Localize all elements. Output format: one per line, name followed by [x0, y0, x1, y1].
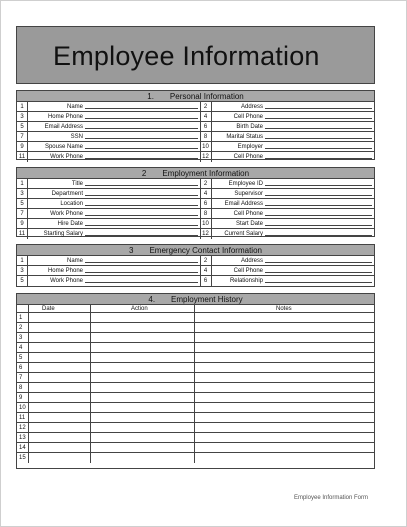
- section-title: Employment Information: [162, 169, 250, 178]
- table-row: [17, 333, 374, 343]
- history-cell-action[interactable]: [91, 333, 194, 342]
- history-cell-action[interactable]: [91, 423, 194, 432]
- field-number: 9: [17, 219, 28, 228]
- row-number: 8: [19, 385, 23, 391]
- history-cell-date[interactable]: [29, 363, 90, 372]
- field-label: Email Address: [44, 124, 83, 130]
- field-number: 3: [17, 189, 28, 198]
- field-label: Title: [71, 181, 83, 187]
- table-row: [17, 443, 374, 453]
- field-label: SSN: [70, 134, 83, 140]
- history-cell-notes[interactable]: [195, 383, 374, 392]
- history-cell-date[interactable]: [29, 313, 90, 322]
- page-title: Employee Information: [53, 41, 320, 71]
- column-header-date: Date: [42, 306, 55, 312]
- table-row: [17, 433, 374, 443]
- field-number: 2: [200, 179, 212, 188]
- section-employment-header: [16, 167, 375, 179]
- field-label: Starting Salary: [43, 231, 83, 237]
- history-cell-action[interactable]: [91, 403, 194, 412]
- field-input-line[interactable]: [85, 118, 198, 119]
- field-number: 6: [200, 122, 212, 131]
- history-cell-date[interactable]: [29, 433, 90, 442]
- history-cell-action[interactable]: [91, 323, 194, 332]
- field-input-line[interactable]: [265, 118, 372, 119]
- form-row: [17, 199, 374, 209]
- field-input-line[interactable]: [265, 262, 372, 263]
- field-input-line[interactable]: [265, 225, 372, 226]
- history-cell-notes[interactable]: [195, 313, 374, 322]
- section-personal-header: [16, 90, 375, 102]
- history-cell-notes[interactable]: [195, 363, 374, 372]
- personal-info-grid: [16, 102, 375, 160]
- field-label: Birth Date: [236, 124, 263, 130]
- field-number: 4: [200, 189, 212, 198]
- history-cell-date[interactable]: [29, 423, 90, 432]
- column-header-notes: Notes: [276, 306, 292, 312]
- row-number: 11: [19, 415, 26, 421]
- field-input-line[interactable]: [265, 108, 372, 109]
- field-label: Cell Phone: [233, 211, 263, 217]
- field-input-line[interactable]: [265, 205, 372, 206]
- form-row: [17, 179, 374, 189]
- field-input-line[interactable]: [265, 128, 372, 129]
- row-number: 5: [19, 355, 23, 361]
- field-input-line[interactable]: [85, 215, 198, 216]
- form-row: [17, 189, 374, 199]
- history-cell-date[interactable]: [29, 393, 90, 402]
- history-cell-notes[interactable]: [195, 443, 374, 452]
- history-cell-notes[interactable]: [195, 413, 374, 422]
- history-cell-date[interactable]: [29, 353, 90, 362]
- field-number: 9: [17, 142, 28, 151]
- field-label: Marital Status: [226, 134, 263, 140]
- field-label: Home Phone: [47, 268, 83, 274]
- form-row: [17, 102, 374, 112]
- section-title: Employment History: [171, 295, 243, 304]
- history-cell-date[interactable]: [29, 383, 90, 392]
- history-cell-action[interactable]: [91, 413, 194, 422]
- form-row: [17, 132, 374, 142]
- field-number: 10: [200, 219, 212, 228]
- row-number: 6: [19, 365, 23, 371]
- row-number: 15: [19, 455, 26, 461]
- history-cell-action[interactable]: [91, 383, 194, 392]
- field-number: 6: [200, 276, 212, 286]
- history-cell-notes[interactable]: [195, 343, 374, 352]
- field-label: Cell Phone: [233, 268, 263, 274]
- table-row: [17, 393, 374, 403]
- field-input-line[interactable]: [85, 262, 198, 263]
- field-number: 12: [200, 152, 212, 162]
- field-input-line[interactable]: [85, 148, 198, 149]
- form-row: [17, 152, 374, 162]
- row-number: 13: [19, 435, 26, 441]
- field-input-line[interactable]: [265, 235, 372, 236]
- table-row: [17, 373, 374, 383]
- field-number: 4: [200, 112, 212, 121]
- field-input-line[interactable]: [85, 185, 198, 186]
- field-input-line[interactable]: [265, 138, 372, 139]
- history-cell-action[interactable]: [91, 313, 194, 322]
- history-cell-notes[interactable]: [195, 423, 374, 432]
- history-cell-action[interactable]: [91, 343, 194, 352]
- table-row: [17, 363, 374, 373]
- field-label: Start Date: [235, 221, 263, 227]
- field-label: Address: [240, 104, 263, 110]
- field-number: 12: [200, 229, 212, 239]
- row-number: 12: [19, 425, 26, 431]
- field-input-line[interactable]: [265, 215, 372, 216]
- form-row: [17, 266, 374, 276]
- section-emergency-header: [16, 244, 375, 256]
- field-label: Work Phone: [50, 211, 83, 217]
- history-cell-notes[interactable]: [195, 323, 374, 332]
- field-input-line[interactable]: [265, 158, 372, 159]
- row-number: 9: [19, 395, 23, 401]
- field-number: 2: [200, 102, 212, 111]
- history-cell-notes[interactable]: [195, 403, 374, 412]
- row-number: 10: [19, 405, 26, 411]
- history-cell-date[interactable]: [29, 323, 90, 332]
- form-row: [17, 229, 374, 239]
- field-number: 2: [200, 256, 212, 265]
- table-row: [17, 383, 374, 393]
- field-number: 1: [17, 102, 28, 111]
- table-row: [17, 453, 374, 463]
- history-cell-action[interactable]: [91, 353, 194, 362]
- field-input-line[interactable]: [85, 195, 198, 196]
- row-number: 1: [19, 315, 23, 321]
- field-input-line[interactable]: [85, 138, 198, 139]
- field-input-line[interactable]: [265, 272, 372, 273]
- field-number: 8: [200, 209, 212, 218]
- field-label: Department: [51, 191, 83, 197]
- section-history-header: [16, 293, 375, 305]
- field-label: Spouse Name: [44, 144, 83, 150]
- field-label: Supervisor: [234, 191, 263, 197]
- field-number: 1: [17, 179, 28, 188]
- field-label: Location: [60, 201, 83, 207]
- history-cell-notes[interactable]: [195, 333, 374, 342]
- field-number: 4: [200, 266, 212, 275]
- field-input-line[interactable]: [85, 205, 198, 206]
- table-row: [17, 313, 374, 323]
- field-number: 3: [17, 112, 28, 121]
- form-row: [17, 209, 374, 219]
- field-label: Work Phone: [50, 278, 83, 284]
- field-number: 8: [200, 132, 212, 141]
- history-cell-date[interactable]: [29, 333, 90, 342]
- field-input-line[interactable]: [85, 235, 198, 236]
- employment-info-grid: [16, 179, 375, 237]
- history-cell-notes[interactable]: [195, 353, 374, 362]
- form-row: [17, 219, 374, 229]
- form-row: [17, 122, 374, 132]
- field-number: 3: [17, 266, 28, 275]
- section-title: Emergency Contact Information: [149, 246, 262, 255]
- history-cell-action[interactable]: [91, 363, 194, 372]
- field-input-line[interactable]: [85, 128, 198, 129]
- section-number: 1.: [147, 92, 154, 101]
- field-label: Employee ID: [228, 181, 263, 187]
- field-number: 1: [17, 256, 28, 265]
- history-cell-date[interactable]: [29, 403, 90, 412]
- field-number: 11: [17, 229, 28, 239]
- field-number: 7: [17, 132, 28, 141]
- row-number: 2: [19, 325, 23, 331]
- history-cell-action[interactable]: [91, 453, 194, 463]
- field-label: Relationship: [229, 278, 263, 284]
- table-row: [17, 413, 374, 423]
- field-number: 5: [17, 122, 28, 131]
- history-cell-date[interactable]: [29, 373, 90, 382]
- footer-text: Employee Information Form: [293, 495, 368, 501]
- field-input-line[interactable]: [265, 195, 372, 196]
- field-label: Address: [240, 258, 263, 264]
- title-banner: [16, 26, 375, 84]
- section-title: Personal Information: [169, 92, 244, 101]
- field-label: Name: [66, 258, 83, 264]
- field-input-line[interactable]: [85, 108, 198, 109]
- field-input-line[interactable]: [265, 148, 372, 149]
- field-input-line[interactable]: [265, 282, 372, 283]
- history-cell-date[interactable]: [29, 413, 90, 422]
- history-cell-action[interactable]: [91, 443, 194, 452]
- table-row: [17, 423, 374, 433]
- field-number: 10: [200, 142, 212, 151]
- field-number: 5: [17, 199, 28, 208]
- table-row: [17, 353, 374, 363]
- history-cell-date[interactable]: [29, 453, 90, 463]
- employment-history-table: [16, 305, 375, 469]
- field-number: 5: [17, 276, 28, 286]
- table-row: [17, 403, 374, 413]
- field-label: Work Phone: [50, 154, 83, 160]
- row-number: 14: [19, 445, 26, 451]
- row-number: 3: [19, 335, 23, 341]
- history-cell-action[interactable]: [91, 373, 194, 382]
- field-input-line[interactable]: [265, 185, 372, 186]
- column-header-action: Action: [131, 306, 148, 312]
- history-cell-notes[interactable]: [195, 393, 374, 402]
- history-cell-notes[interactable]: [195, 433, 374, 442]
- field-label: Hire Date: [57, 221, 83, 227]
- history-cell-date[interactable]: [29, 443, 90, 452]
- emergency-info-grid: [16, 256, 375, 287]
- section-number: 3: [129, 246, 134, 255]
- history-column-headers: [17, 305, 374, 313]
- table-row: [17, 343, 374, 353]
- history-cell-action[interactable]: [91, 433, 194, 442]
- field-label: Name: [66, 104, 83, 110]
- table-row: [17, 323, 374, 333]
- field-input-line[interactable]: [85, 158, 198, 159]
- field-label: Home Phone: [47, 114, 83, 120]
- section-number: 2: [141, 169, 147, 178]
- field-input-line[interactable]: [85, 225, 198, 226]
- field-number: 6: [200, 199, 212, 208]
- field-label: Email Address: [224, 201, 263, 207]
- field-label: Cell Phone: [233, 154, 263, 160]
- history-cell-date[interactable]: [29, 343, 90, 352]
- history-cell-action[interactable]: [91, 393, 194, 402]
- field-label: Cell Phone: [233, 114, 263, 120]
- form-row: [17, 276, 374, 286]
- field-label: Employer: [237, 144, 263, 150]
- history-cell-notes[interactable]: [195, 453, 374, 463]
- form-row: [17, 112, 374, 122]
- row-number: 7: [19, 375, 23, 381]
- history-cell-notes[interactable]: [195, 373, 374, 382]
- field-input-line[interactable]: [85, 282, 198, 283]
- field-number: 11: [17, 152, 28, 162]
- section-number: 4.: [148, 295, 156, 304]
- form-row: [17, 142, 374, 152]
- field-input-line[interactable]: [85, 272, 198, 273]
- row-number: 4: [19, 345, 23, 351]
- field-number: 7: [17, 209, 28, 218]
- form-row: [17, 256, 374, 266]
- field-label: Current Salary: [224, 231, 263, 237]
